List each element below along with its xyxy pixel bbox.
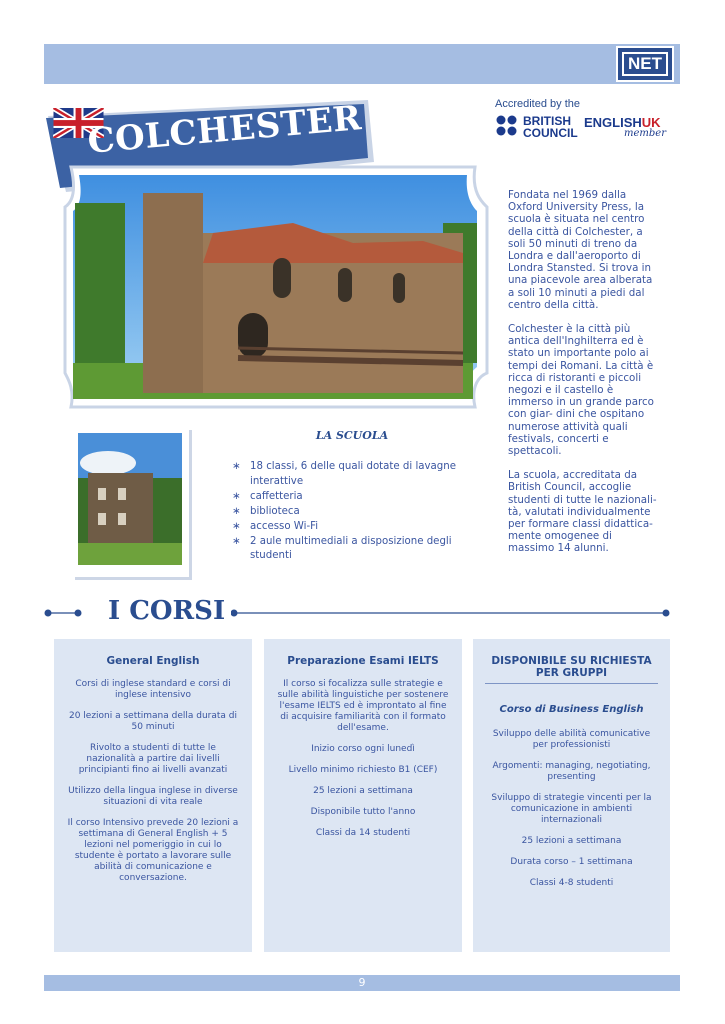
- courses-title: I CORSI: [102, 596, 231, 626]
- course-text: Il corso Intensivo prevede 20 lezioni a settimana di General English + 5 lezioni nel pomeriggio in cui lo studente è portato a lavorare sulle abilità di comunicazione e conversazione.: [67, 818, 239, 883]
- course-text: 25 lezioni a settimana: [521, 836, 622, 846]
- course-text: 25 lezioni a settimana: [313, 786, 413, 796]
- net-logo: NET: [616, 46, 674, 82]
- school-features-list: [232, 460, 462, 564]
- intro-paragraph: La scuola, accreditata da British Council, accoglie studenti di tutte le nazionali- tà, valutati individualmente per formare classi didattica- mente omogenee di massimo 14 alunni.: [508, 469, 657, 555]
- intro-paragraph: Colchester è la città più antica dell'Inghilterra ed è stato un importante polo ai tempi dei Romani. La città è ricca di ristoranti e piccoli negozi e il castello è immerso in un grande parco con giar- dini che ospitano numerose attività quali festivals, concerti e spettacoli.: [508, 323, 654, 458]
- course-card-general-english: [54, 639, 252, 952]
- course-text: Livello minimo richiesto B1 (CEF): [288, 765, 438, 775]
- course-text: Durata corso – 1 settimana: [510, 857, 633, 867]
- british-council-icon: [496, 115, 518, 137]
- list-item: ∗ 2 aule multimediali a disposizione degli studenti: [232, 535, 462, 564]
- course-text: Classi 4-8 studenti: [529, 878, 614, 888]
- course-text: 20 lezioni a settimana della durata di 50 minuti: [68, 711, 238, 732]
- intro-text: [508, 189, 658, 567]
- course-subtitle: Corso di Business English: [499, 704, 644, 715]
- course-card-groups: [473, 639, 670, 952]
- course-card-ielts: [264, 639, 462, 952]
- accredited-label: Accredited by the: [495, 98, 580, 110]
- header-bar: [44, 44, 680, 84]
- page-number: 9: [358, 976, 366, 989]
- list-item: ∗ caffetteria: [232, 490, 462, 505]
- course-text: Corsi di inglese standard e corsi di inglese intensivo: [75, 679, 231, 700]
- course-text: Inizio corso ogni lunedì: [311, 744, 415, 754]
- page-title: COLCHESTER: [86, 98, 364, 162]
- course-text: Disponibile tutto l'anno: [310, 807, 416, 817]
- list-item: ∗ accesso Wi-Fi: [232, 520, 462, 535]
- course-title: General English: [106, 655, 200, 667]
- castle-photo: [63, 163, 489, 411]
- course-text: Sviluppo di strategie vincenti per la comunicazione in ambienti internazionali: [491, 793, 652, 825]
- course-text: Il corso si focalizza sulle strategie e sulle abilità linguistiche per sostenere l'esame IELTS ed è improntato al fine di acquisire familiarità con il formato dell'esame.: [277, 679, 449, 733]
- intro-paragraph: Fondata nel 1969 dalla Oxford University Press, la scuola è situata nel centro della città di Colchester, a soli 50 minuti di treno da Londra e dall'aeroporto di Londra Stansted. Si trova in una piacevole area alberata a soli 10 minuti a piedi dal centro della città.: [508, 189, 653, 311]
- course-text: Rivolto a studenti di tutte le nazionalità a partire dai livelli principianti fino ai livelli avanzati: [78, 743, 228, 775]
- course-text: Argomenti: managing, negotiating, presenting: [492, 761, 651, 782]
- english-uk-member: member: [624, 128, 666, 139]
- course-text: Sviluppo delle abilità comunicative per professionisti: [492, 729, 651, 750]
- course-text: Classi da 14 studenti: [315, 828, 411, 838]
- british-council-logo: BRITISH COUNCIL: [523, 114, 578, 140]
- footer-bar: [44, 975, 680, 991]
- school-section-title: LA SCUOLA: [315, 429, 389, 442]
- course-title: Preparazione Esami IELTS: [287, 655, 439, 667]
- english-uk-logo: ENGLISHUK: [584, 115, 661, 130]
- school-photo: [78, 433, 182, 565]
- course-title: DISPONIBILE SU RICHIESTA PER GRUPPI: [485, 655, 658, 684]
- list-item: ∗ 18 classi, 6 delle quali dotate di lavagne interattive: [232, 460, 462, 489]
- list-item: ∗ biblioteca: [232, 505, 462, 520]
- course-text: Utilizzo della lingua inglese in diverse situazioni di vita reale: [68, 786, 238, 807]
